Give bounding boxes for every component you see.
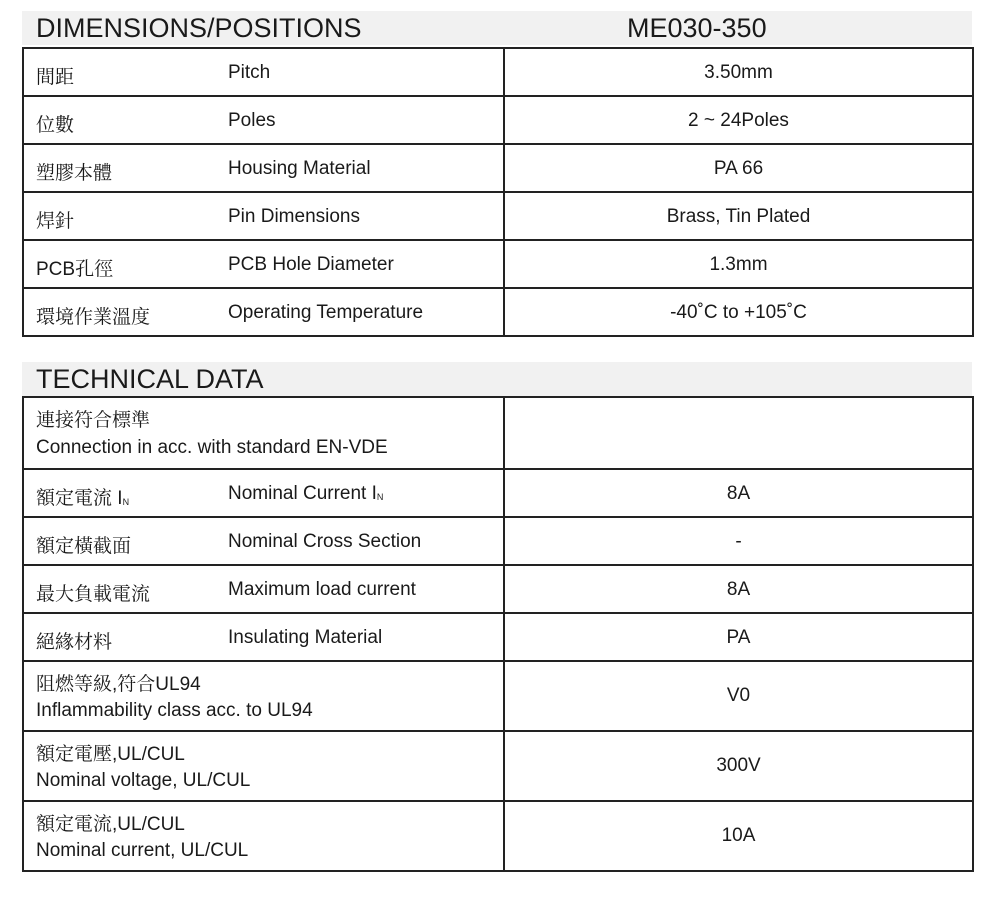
value: 8A (726, 483, 751, 504)
label-cn: 塑膠本體 (36, 163, 113, 184)
label-en: Poles (228, 110, 276, 131)
label-en: Pin Dimensions (228, 206, 360, 227)
label-cn: 間距 (36, 67, 75, 88)
label-cn: 額定橫截面 (36, 536, 132, 557)
dimensions-title: DIMENSIONS/POSITIONS (36, 13, 362, 43)
table-row (24, 193, 972, 241)
table-row (24, 566, 972, 614)
table-row (24, 614, 972, 662)
value: 2 ~ 24Poles (688, 110, 789, 131)
value: V0 (726, 685, 751, 706)
table-row (24, 49, 972, 97)
label-en: Nominal voltage, UL/CUL (36, 770, 251, 791)
label-cn: 額定電壓,UL/CUL (36, 744, 185, 765)
table-row (24, 470, 972, 518)
value: 1.3mm (709, 254, 768, 275)
table-row (24, 97, 972, 145)
label-en: PCB Hole Diameter (228, 254, 394, 275)
label-en: Nominal current, UL/CUL (36, 840, 249, 861)
label-cn: 最大負載電流 (36, 584, 151, 605)
dimensions-table (22, 47, 974, 337)
label-en: Connection in acc. with standard EN-VDE (36, 437, 388, 458)
table-row (24, 518, 972, 566)
value: 8A (726, 579, 751, 600)
table-row (24, 732, 972, 802)
value: -40˚C to +105˚C (670, 302, 807, 323)
table-row (24, 662, 972, 732)
label-en: Operating Temperature (228, 302, 424, 323)
subscript-n: N (376, 492, 384, 502)
value: PA 66 (713, 158, 764, 179)
value: - (735, 531, 742, 552)
technical-title: TECHNICAL DATA (36, 364, 264, 394)
value: 10A (721, 825, 756, 846)
label-en: Nominal Cross Section (228, 531, 422, 552)
label-cn: 額定電流,UL/CUL (36, 814, 185, 835)
table-row (24, 289, 972, 337)
label-cn: 位數 (36, 115, 75, 136)
value: PA (726, 627, 751, 648)
label-cn (36, 483, 129, 510)
value: 3.50mm (704, 62, 773, 83)
label-en: Housing Material (228, 158, 371, 179)
label-en: Inflammability class acc. to UL94 (36, 700, 313, 721)
label-en (228, 483, 383, 505)
label-cn: 絕緣材料 (36, 632, 113, 653)
label-cn: PCB孔徑 (36, 259, 114, 280)
label-cn: 阻燃等級,符合UL94 (36, 674, 201, 695)
technical-table (22, 396, 974, 872)
model-number: ME030-350 (627, 13, 767, 43)
table-row (24, 802, 972, 872)
table-row (24, 398, 972, 470)
label-en: Pitch (228, 62, 271, 83)
value: Brass, Tin Plated (666, 206, 811, 227)
subscript-n: N (122, 497, 130, 507)
label-en: Insulating Material (228, 627, 383, 648)
label-cn: 焊針 (36, 211, 75, 232)
value: 300V (716, 755, 761, 776)
label-cn: 環境作業溫度 (36, 307, 151, 328)
label-cn: 連接符合標準 (36, 410, 151, 431)
table-row (24, 241, 972, 289)
label-en: Maximum load current (228, 579, 416, 600)
label-en-text: Nominal Current I (228, 483, 377, 504)
table-row (24, 145, 972, 193)
label-cn-text: 額定電流 I (36, 488, 123, 509)
